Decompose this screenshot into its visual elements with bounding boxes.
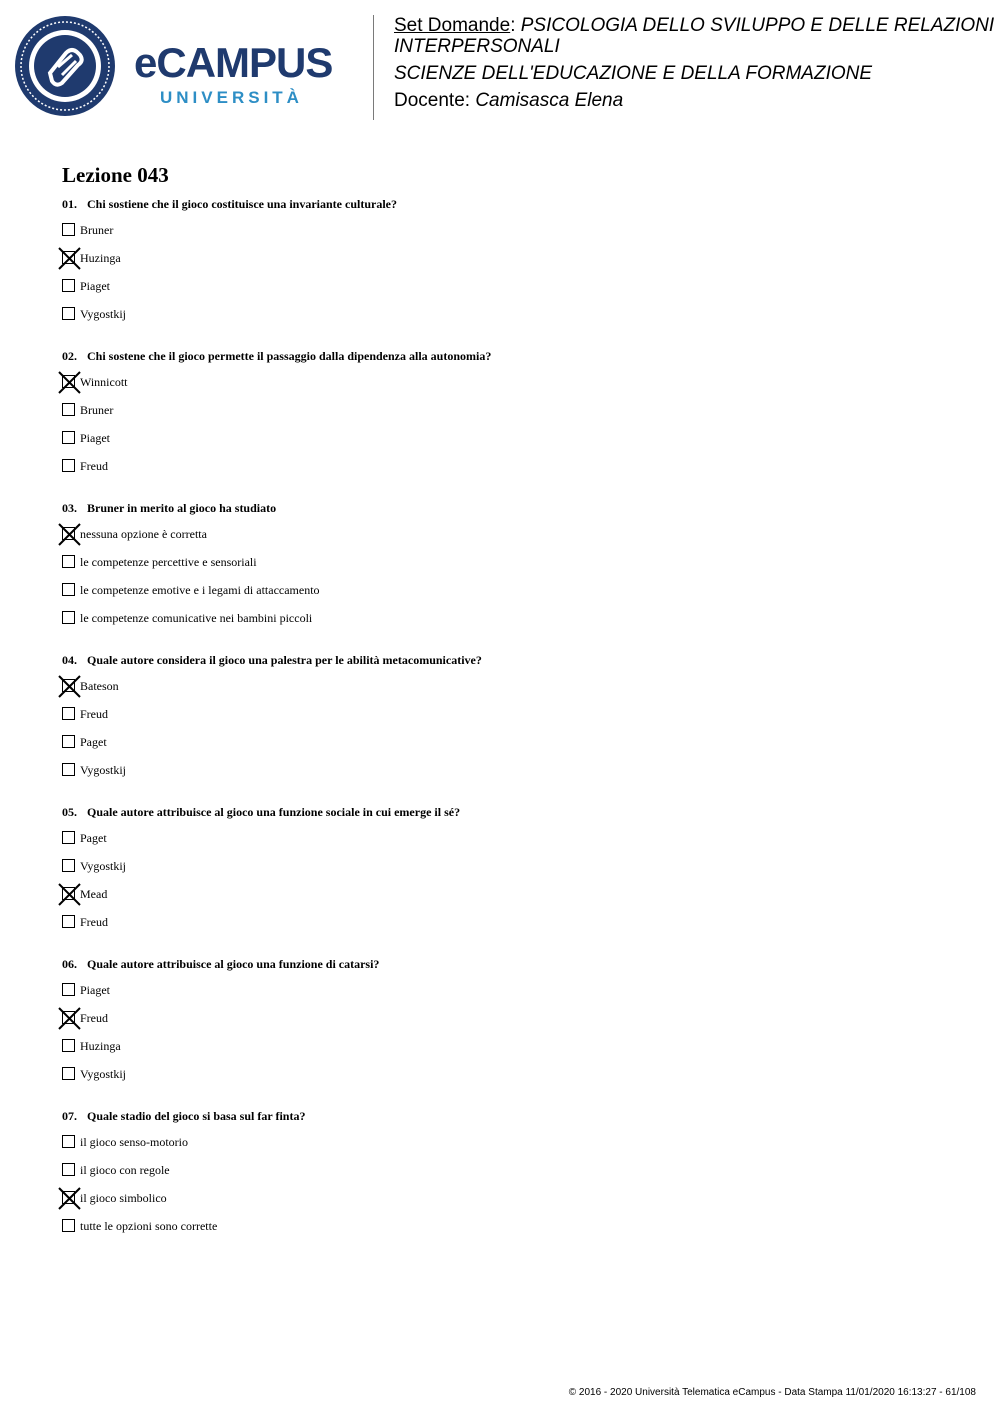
checkbox[interactable] bbox=[62, 1163, 75, 1176]
checkbox[interactable] bbox=[62, 1039, 75, 1052]
checked-checkbox[interactable] bbox=[62, 1191, 75, 1204]
page-footer: © 2016 - 2020 Università Telematica eCampus - Data Stampa 11/01/2020 16:13:27 - 61/108 bbox=[568, 1387, 976, 1398]
answer-option[interactable] bbox=[62, 1004, 962, 1032]
question-label: Quale stadio del gioco si basa sul far finta? bbox=[87, 1109, 306, 1123]
option-label: le competenze comunicative nei bambini piccoli bbox=[80, 611, 313, 625]
answer-option[interactable] bbox=[62, 452, 962, 480]
ecampus-seal-logo-icon bbox=[14, 15, 116, 117]
checkbox[interactable] bbox=[62, 831, 75, 844]
option-label: il gioco con regole bbox=[80, 1163, 170, 1177]
header-divider bbox=[373, 15, 374, 120]
option-label: Mead bbox=[80, 887, 108, 901]
question-text bbox=[62, 1108, 962, 1124]
answer-option[interactable] bbox=[62, 300, 962, 328]
checkbox[interactable] bbox=[62, 763, 75, 776]
answer-option[interactable] bbox=[62, 1184, 962, 1212]
teacher-line bbox=[394, 90, 994, 111]
teacher-label: Docente: bbox=[394, 90, 471, 111]
answer-option[interactable] bbox=[62, 1032, 962, 1060]
course-title-line: Set Domande: PSICOLOGIA DELLO SVILUPPO E DELLE RELAZIONI bbox=[394, 15, 995, 36]
answer-option[interactable] bbox=[62, 244, 962, 272]
question-text bbox=[62, 652, 962, 668]
checkbox[interactable] bbox=[62, 983, 75, 996]
option-label: Vygostkij bbox=[80, 307, 127, 321]
answer-option[interactable] bbox=[62, 216, 962, 244]
cross-mark-icon bbox=[59, 1008, 80, 1029]
option-label: Piaget bbox=[80, 279, 110, 293]
option-label: Piaget bbox=[80, 431, 110, 445]
option-label: Paget bbox=[80, 831, 107, 845]
cross-mark-icon bbox=[59, 676, 80, 697]
checkbox[interactable] bbox=[62, 555, 75, 568]
option-label: le competenze emotive e i legami di attaccamento bbox=[80, 583, 320, 597]
question-spacer bbox=[62, 328, 962, 342]
question-spacer bbox=[62, 480, 962, 494]
answer-option[interactable] bbox=[62, 424, 962, 452]
option-label: Vygostkij bbox=[80, 763, 127, 777]
question-text bbox=[62, 348, 962, 364]
answer-option[interactable] bbox=[62, 576, 962, 604]
option-label: tutte le opzioni sono corrette bbox=[80, 1219, 218, 1233]
question-number: 01. bbox=[62, 197, 77, 211]
brand-wordmark: eCAMPUS bbox=[134, 39, 333, 86]
answer-option[interactable] bbox=[62, 368, 962, 396]
cross-mark-icon bbox=[59, 884, 80, 905]
question-label: Quale autore considera il gioco una palestra per le abilità metacomunicative? bbox=[87, 653, 482, 667]
question-text bbox=[62, 804, 962, 820]
answer-option[interactable] bbox=[62, 880, 962, 908]
cross-mark-icon bbox=[59, 524, 80, 545]
page-header bbox=[0, 0, 1000, 130]
answer-option[interactable] bbox=[62, 700, 962, 728]
course-info bbox=[394, 15, 994, 111]
answer-option[interactable] bbox=[62, 1060, 962, 1088]
option-label: le competenze percettive e sensoriali bbox=[80, 555, 257, 569]
checkbox[interactable] bbox=[62, 459, 75, 472]
checkbox[interactable] bbox=[62, 611, 75, 624]
question-spacer bbox=[62, 632, 962, 646]
question-text bbox=[62, 500, 962, 516]
option-label: Paget bbox=[80, 735, 107, 749]
question-number: 04. bbox=[62, 653, 77, 667]
option-label: Freud bbox=[80, 915, 108, 929]
checkbox[interactable] bbox=[62, 223, 75, 236]
checkbox[interactable] bbox=[62, 403, 75, 416]
checkbox[interactable] bbox=[62, 583, 75, 596]
answer-option[interactable] bbox=[62, 728, 962, 756]
option-label: Freud bbox=[80, 707, 108, 721]
questions-content bbox=[62, 160, 962, 1254]
answer-option[interactable] bbox=[62, 520, 962, 548]
teacher-name: Camisasca Elena bbox=[475, 90, 624, 111]
question-label: Chi sostene che il gioco permette il passaggio dalla dipendenza alla autonomia? bbox=[87, 349, 492, 363]
question-item bbox=[62, 1108, 962, 1254]
checked-checkbox[interactable] bbox=[62, 1011, 75, 1024]
question-number: 05. bbox=[62, 805, 77, 819]
answer-option[interactable] bbox=[62, 1128, 962, 1156]
answer-option[interactable] bbox=[62, 908, 962, 936]
answer-option[interactable] bbox=[62, 756, 962, 784]
question-number: 03. bbox=[62, 501, 77, 515]
option-label: Vygostkij bbox=[80, 1067, 127, 1081]
checkbox[interactable] bbox=[62, 1067, 75, 1080]
question-number: 07. bbox=[62, 1109, 77, 1123]
answer-option[interactable] bbox=[62, 852, 962, 880]
checked-checkbox[interactable] bbox=[62, 251, 75, 264]
question-item bbox=[62, 500, 962, 646]
option-label: nessuna opzione è corretta bbox=[80, 527, 207, 541]
answer-option[interactable] bbox=[62, 272, 962, 300]
answer-option[interactable] bbox=[62, 548, 962, 576]
brand-subtitle: UNIVERSITÀ bbox=[160, 88, 303, 107]
checkbox[interactable] bbox=[62, 915, 75, 928]
checked-checkbox[interactable] bbox=[62, 679, 75, 692]
option-label: Bateson bbox=[80, 679, 119, 693]
question-item bbox=[62, 196, 962, 342]
set-label: Set Domande bbox=[394, 15, 511, 36]
question-text bbox=[62, 956, 962, 972]
question-spacer bbox=[62, 1088, 962, 1102]
option-label: Piaget bbox=[80, 983, 110, 997]
answer-option[interactable] bbox=[62, 976, 962, 1004]
answer-option[interactable] bbox=[62, 1156, 962, 1184]
lesson-title: Lezione 043 bbox=[62, 163, 169, 187]
question-label: Quale autore attribuisce al gioco una funzione sociale in cui emerge il sé? bbox=[87, 805, 461, 819]
answer-option[interactable] bbox=[62, 672, 962, 700]
question-spacer bbox=[62, 784, 962, 798]
cross-mark-icon bbox=[59, 372, 80, 393]
question-item bbox=[62, 804, 962, 950]
question-label: Chi sostiene che il gioco costituisce una invariante culturale? bbox=[87, 197, 397, 211]
option-label: Freud bbox=[80, 459, 108, 473]
answer-option[interactable] bbox=[62, 1212, 962, 1240]
option-label: Winnicott bbox=[80, 375, 128, 389]
checkbox[interactable] bbox=[62, 707, 75, 720]
checkbox[interactable] bbox=[62, 1219, 75, 1232]
option-label: Bruner bbox=[80, 403, 114, 417]
question-number: 02. bbox=[62, 349, 77, 363]
question-spacer bbox=[62, 936, 962, 950]
checkbox[interactable] bbox=[62, 1135, 75, 1148]
checked-checkbox[interactable] bbox=[62, 375, 75, 388]
checkbox[interactable] bbox=[62, 859, 75, 872]
question-label: Bruner in merito al gioco ha studiato bbox=[87, 501, 277, 515]
course-name-cont: INTERPERSONALI bbox=[394, 36, 560, 57]
question-item bbox=[62, 652, 962, 798]
course-name: PSICOLOGIA DELLO SVILUPPO E DELLE RELAZIONI bbox=[520, 15, 995, 36]
question-item bbox=[62, 956, 962, 1102]
checked-checkbox[interactable] bbox=[62, 527, 75, 540]
question-item bbox=[62, 348, 962, 494]
question-list bbox=[62, 196, 962, 1254]
option-label: il gioco simbolico bbox=[80, 1191, 167, 1205]
checkbox[interactable] bbox=[62, 279, 75, 292]
checkbox[interactable] bbox=[62, 431, 75, 444]
option-label: Bruner bbox=[80, 223, 114, 237]
checkbox[interactable] bbox=[62, 735, 75, 748]
checkbox[interactable] bbox=[62, 307, 75, 320]
question-number: 06. bbox=[62, 957, 77, 971]
answer-option[interactable] bbox=[62, 604, 962, 632]
option-label: Vygostkij bbox=[80, 859, 127, 873]
option-label: il gioco senso-motorio bbox=[80, 1135, 188, 1149]
answer-option[interactable] bbox=[62, 396, 962, 424]
question-spacer bbox=[62, 1240, 962, 1254]
checked-checkbox[interactable] bbox=[62, 887, 75, 900]
question-text bbox=[62, 196, 962, 212]
option-label: Huzinga bbox=[80, 251, 121, 265]
faculty-name: SCIENZE DELL'EDUCAZIONE E DELLA FORMAZIONE bbox=[394, 63, 873, 84]
question-label: Quale autore attribuisce al gioco una funzione di catarsi? bbox=[87, 957, 380, 971]
cross-mark-icon bbox=[59, 1188, 80, 1209]
cross-mark-icon bbox=[59, 248, 80, 269]
option-label: Huzinga bbox=[80, 1039, 121, 1053]
answer-option[interactable] bbox=[62, 824, 962, 852]
option-label: Freud bbox=[80, 1011, 108, 1025]
